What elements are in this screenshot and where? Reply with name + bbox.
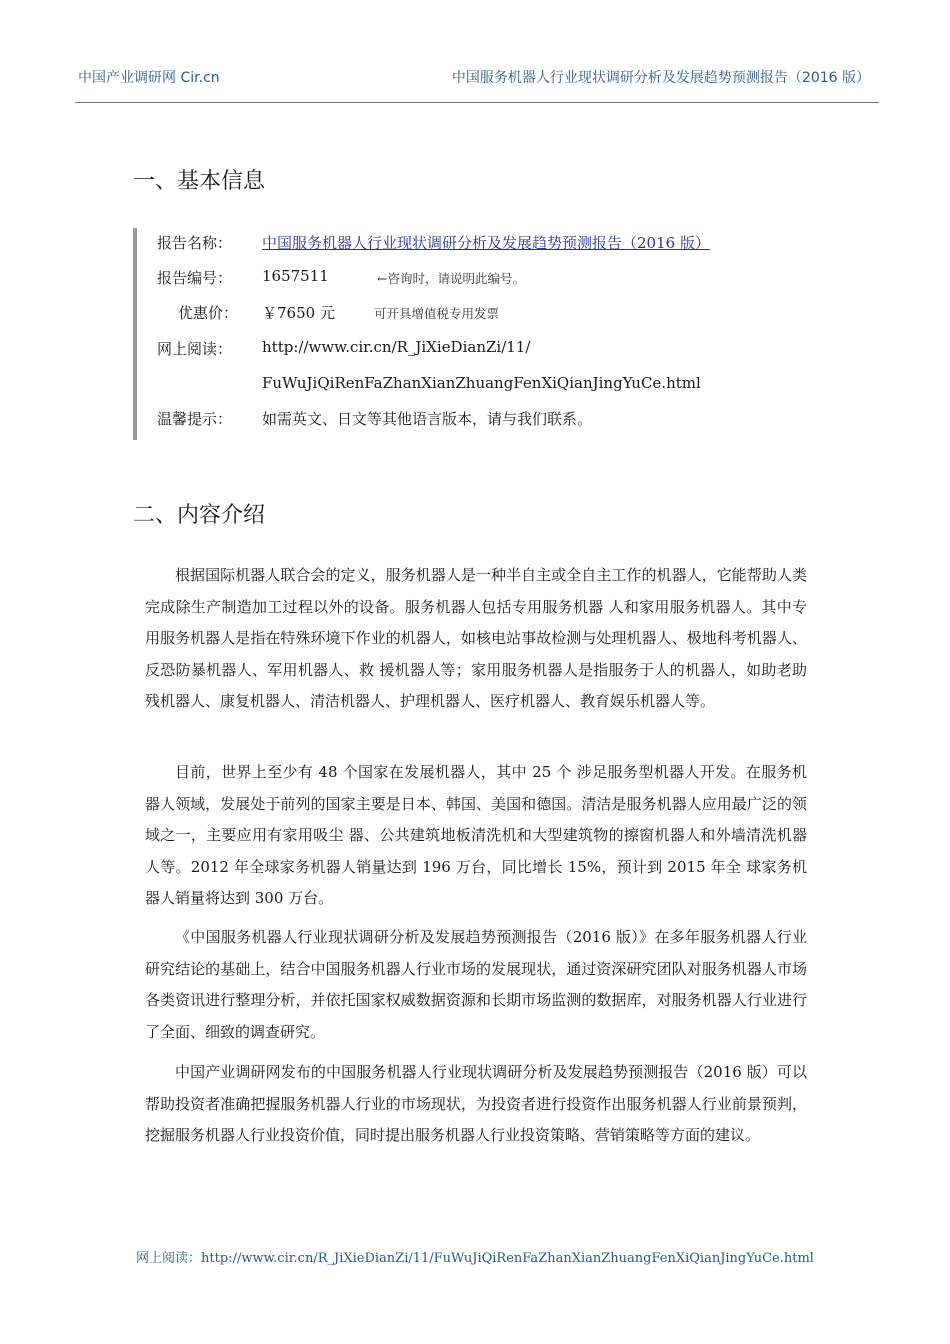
price-value: ￥7650 元 (262, 304, 335, 322)
online-read-label: 网上阅读： (157, 340, 233, 358)
content-paragraph-2: 目前，世界上至少有 48 个国家在发展机器人，其中 25 个 涉足服务型机器人开发。在服务机器人领域，发展处于前列的国家主要是日本、韩国、美国和德国。清洁是服务机器人应用最广泛的领域之一，主要应用有家用吸尘 器、公共建筑地板清洗机和大型建筑物的擦窗机器人和外墙清洗机器人等。2012 年全球家务机器人销量达到 196 万台，同比增长 15%，预计到 2015 年全 球家务机器人销量将达到 300 万台。 (145, 763, 807, 907)
report-code-value: 1657511 (262, 267, 329, 285)
tip-value: 如需英文、日文等其他语言版本，请与我们联系。 (262, 410, 593, 428)
price-label: 优惠价： (177, 304, 238, 322)
report-name-link[interactable]: 中国服务机器人行业现状调研分析及发展趋势预测报告（2016 版） (262, 234, 710, 252)
content-paragraph-4: 中国产业调研网发布的中国服务机器人行业现状调研分析及发展趋势预测报告（2016 版）可以帮助投资者准确把握服务机器人行业的市场现状，为投资者进行投资作出服务机器人行业前景预判，挖掘服务机器人行业投资价值，同时提出服务机器人行业投资策略、营销策略等方面的建议。 (145, 1063, 807, 1144)
basic-info-block (133, 228, 837, 440)
section-title-content: 二、内容介绍 (133, 503, 266, 528)
header-report-title: 中国服务机器人行业现状调研分析及发展趋势预测报告（2016 版） (451, 70, 870, 86)
content-paragraph-3: 《中国服务机器人行业现状调研分析及发展趋势预测报告（2016 版）》在多年服务机器人行业研究结论的基础上，结合中国服务机器人行业市场的发展现状，通过资深研究团队对服务机器人市场各类资讯进行整理分析，并依托国家权威数据资源和长期市场监测的数据库，对服务机器人行业进行了全面、细致的调查研究。 (145, 928, 807, 1041)
report-code-note: ←咨询时，请说明此编号。 (377, 271, 525, 286)
report-name-label: 报告名称： (157, 234, 233, 252)
online-read-url-line2[interactable]: FuWuJiQiRenFaZhanXianZhuangFenXiQianJingYuCe.html (262, 374, 701, 392)
header-divider (75, 102, 879, 103)
header-site-name: 中国产业调研网 Cir.cn (78, 70, 220, 86)
section-title-basic-info: 一、基本信息 (133, 169, 266, 194)
online-read-url-line1[interactable]: http://www.cir.cn/R_JiXieDianZi/11/ (262, 338, 531, 356)
footer-online-read-url[interactable]: 网上阅读：http://www.cir.cn/R_JiXieDianZi/11/FuWuJiQiRenFaZhanXianZhuangFenXiQianJingYuCe.html (136, 1251, 814, 1266)
tip-label: 温馨提示： (157, 410, 233, 428)
report-code-label: 报告编号： (157, 269, 233, 287)
invoice-note: 可开具增值税专用发票 (374, 306, 500, 321)
content-paragraph-1: 根据国际机器人联合会的定义，服务机器人是一种半自主或全自主工作的机器人，它能帮助人类完成除生产制造加工过程以外的设备。服务机器人包括专用服务机器 人和家用服务机器人。其中专用服务机器人是指在特殊环境下作业的机器人，如核电站事故检测与处理机器人、极地科考机器人、反恐防暴机器人、军用机器人、救 援机器人等；家用服务机器人是指服务于人的机器人，如助老助残机器人、康复机器人、清洁机器人、护理机器人、医疗机器人、教育娱乐机器人等。 (145, 566, 807, 710)
